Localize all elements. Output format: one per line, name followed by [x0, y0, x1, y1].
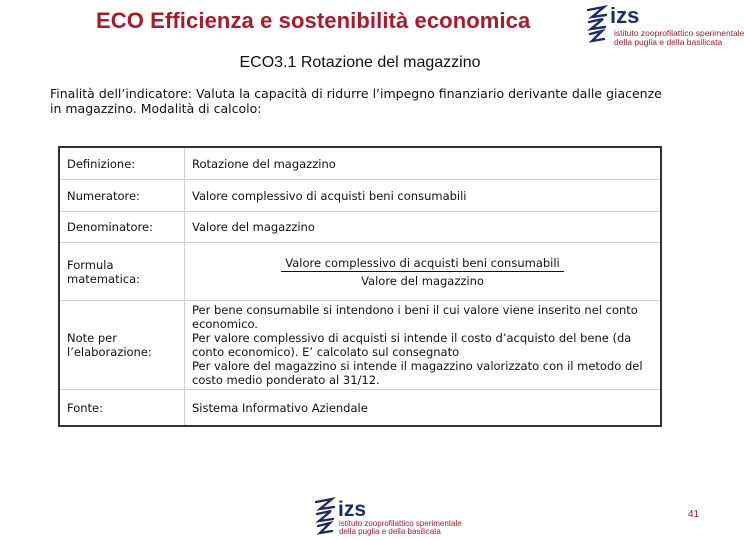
fonte-label: Fonte:: [59, 390, 185, 427]
logo-subtitle: [339, 520, 462, 537]
formula-fraction: [281, 256, 564, 288]
logo-wordmark: izs: [610, 3, 640, 28]
numeratore-value: Valore complessivo di acquisti beni consumabili: [185, 180, 662, 212]
formula-numerator: Valore complessivo di acquisti beni consumabili: [281, 256, 564, 272]
note-value: [185, 301, 662, 390]
table-row: [59, 390, 661, 427]
indicator-title: ECO3.1 Rotazione del magazzino: [239, 54, 481, 71]
definizione-label: Definizione:: [59, 147, 185, 180]
note-label: Note per l’elaborazione:: [59, 301, 185, 390]
formula-denominator: Valore del magazzino: [361, 273, 484, 288]
logo-subtitle: [614, 29, 744, 47]
logo-subtitle-line1: istituto zooprofilattico sperimentale: [339, 519, 462, 528]
denominatore-value: Valore del magazzino: [185, 212, 662, 243]
fonte-value: Sistema Informativo Aziendale: [185, 390, 662, 427]
page-title: ECO Efficienza e sostenibilità economica: [96, 8, 531, 33]
indicator-table: [58, 146, 662, 427]
table-row: [59, 243, 661, 301]
formula-cell: [185, 243, 662, 301]
numeratore-label: Numeratore:: [59, 180, 185, 212]
intro-text: Finalità dell’indicatore: Valuta la capacità di ridurre l’impegno finanziario derivante dalle giacenze in magazzino. Modalità di calcolo:: [50, 86, 662, 116]
logo-subtitle-line2: della puglia e della basilicata: [339, 527, 441, 537]
logo-wordmark: izs: [338, 498, 367, 521]
definizione-value: Rotazione del magazzino: [185, 147, 662, 180]
izs-logo-icon: [584, 4, 610, 48]
logo-subtitle-line1: istituto zooprofilattico sperimentale: [614, 28, 744, 38]
denominatore-label: Denominatore:: [59, 212, 185, 243]
table-row: [59, 147, 661, 180]
table-row: [59, 212, 661, 243]
page-number: 41: [688, 509, 700, 520]
formula-label: Formula matematica:: [59, 243, 185, 301]
izs-logo: [584, 3, 744, 50]
note-line-2: Per valore complessivo di acquisti si intende il costo d’acquisto del bene (da conto economico). E’ calcolato sul consegnato: [192, 331, 632, 359]
note-line-1: Per bene consumabile si intendono i beni il cui valore viene inserito nel conto economico.: [192, 303, 638, 331]
logo-subtitle-line2: della puglia e della basilicata: [614, 36, 723, 47]
izs-logo-icon: [312, 496, 338, 538]
table-row: [59, 301, 661, 390]
izs-logo-footer: [312, 496, 462, 538]
note-line-3: Per valore del magazzino si intende il magazzino valorizzato con il metodo del costo medio ponderato al 31/12.: [192, 359, 643, 387]
table-row: [59, 180, 661, 212]
